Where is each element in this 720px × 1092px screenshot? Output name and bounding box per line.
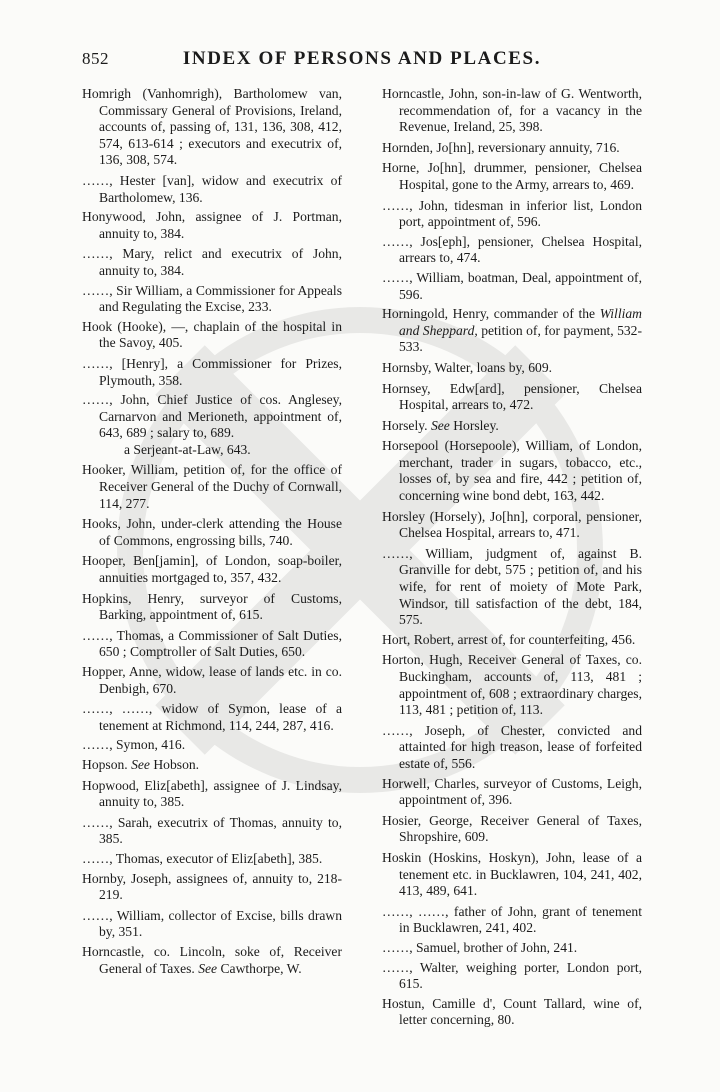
- index-entry: Horsepool (Horsepoole), William, of London, merchant, trader in sugars, tobacco, etc., losses of, by sea and fire, 442 ; petition of, concerning wine bond debt, 163, 442.: [382, 438, 642, 504]
- index-subentry: ……, Joseph, of Chester, convicted and attainted for high treason, lease of forfeited estate of, 556.: [382, 722, 642, 771]
- index-subentry: ……, Thomas, a Commissioner of Salt Duties, 650 ; Comptroller of Salt Duties, 650.: [82, 627, 342, 660]
- index-entry: Hostun, Camille d', Count Tallard, wine of, letter concerning, 80.: [382, 995, 642, 1028]
- page-header: [82, 44, 642, 76]
- index-entry: Hornsby, Walter, loans by, 609.: [382, 359, 553, 375]
- index-entry: Hooks, John, under-clerk attending the House of Commons, engrossing bills, 740.: [82, 516, 342, 548]
- index-subentry: ……, John, Chief Justice of cos. Anglesey, Carnarvon and Merioneth, appointment of, 643, 689 ; salary to, 689.: [82, 392, 342, 441]
- index-subentry: ……, Hester [van], widow and executrix of Bartholomew, 136.: [82, 172, 342, 205]
- index-entry: Horsley (Horsely), Jo[hn], corporal, pensioner, Chelsea Hospital, arrears to, 471.: [382, 508, 642, 541]
- index-entry: Horwell, Charles, surveyor of Customs, Leigh, appointment of, 396.: [382, 775, 642, 808]
- index-subentry: ……, John, tidesman in inferior list, London port, appointment of, 596.: [382, 197, 642, 230]
- index-subentry: ……, [Henry], a Commissioner for Prizes, Plymouth, 358.: [82, 355, 342, 388]
- index-entry: Homrigh (Vanhomrigh), Bartholomew van, Commissary General of Provisions, Ireland, accounts of, passing of, 131, 136, 308, 412, 574, 613-614 ; executors and executrix of, 136, 308, 574.: [82, 86, 342, 168]
- index-entry: Horningold, Henry, commander of the William and Sheppard, petition of, for payment, 532-533.: [382, 306, 643, 355]
- index-entry: Horton, Hugh, Receiver General of Taxes, co. Buckingham, accounts of, 113, 481 ; appointment of, 608 ; extraordinary charges, 113, 481 ; petition of, 113.: [382, 652, 642, 718]
- index-subentry: ……, ……, widow of Symon, lease of a tenement at Richmond, 114, 244, 287, 416.: [82, 701, 342, 733]
- index-subentry: ……, William, judgment of, against B. Granville for debt, 575 ; petition of, and his wife, for rent of moiety of Mote Park, Windsor, till satisfaction of the debt, 184, 575.: [382, 545, 642, 628]
- index-continuation: a Serjeant-at-Law, 643.: [124, 441, 251, 457]
- index-entry: Hooker, William, petition of, for the office of Receiver General of the Duchy of Cornwall, 114, 277.: [82, 462, 342, 511]
- index-cross-reference: Hopson. See Hobson.: [82, 756, 200, 772]
- index-entry: Hosier, George, Receiver General of Taxes, Shropshire, 609.: [382, 812, 642, 845]
- index-entry: Hopwood, Eliz[abeth], assignee of J. Lindsay, annuity to, 385.: [82, 777, 342, 810]
- index-entry: Horncastle, John, son-in-law of G. Wentworth, recommendation of, for a vacancy in the Revenue, Ireland, 25, 398.: [382, 86, 642, 135]
- index-entry: Hopper, Anne, widow, lease of lands etc. in co. Denbigh, 670.: [82, 664, 342, 696]
- index-entry: Hopkins, Henry, surveyor of Customs, Barking, appointment of, 615.: [82, 590, 342, 623]
- index-entry: Hornden, Jo[hn], reversionary annuity, 716.: [382, 139, 620, 155]
- index-subentry: ……, Mary, relict and executrix of John, annuity to, 384.: [82, 246, 342, 278]
- index-entry: Honywood, John, assignee of J. Portman, annuity to, 384.: [82, 209, 342, 241]
- index-column-left: [82, 86, 342, 981]
- index-entry: Hornby, Joseph, assignees of, annuity to, 218-219.: [82, 870, 342, 903]
- index-subentry: ……, ……, father of John, grant of tenement in Bucklawren, 241, 402.: [382, 903, 642, 936]
- index-subentry: ……, William, collector of Excise, bills drawn by, 351.: [82, 907, 342, 940]
- index-entry: Hooper, Ben[jamin], of London, soap-boiler, annuities mortgaged to, 357, 432.: [82, 553, 342, 586]
- index-subentry: ……, William, boatman, Deal, appointment of, 596.: [382, 269, 642, 302]
- index-entry: Hornsey, Edw[ard], pensioner, Chelsea Hospital, arrears to, 472.: [382, 380, 642, 413]
- index-subentry: ……, Sir William, a Commissioner for Appeals and Regulating the Excise, 233.: [82, 282, 342, 315]
- page-number: 852: [82, 49, 109, 68]
- index-entry: Hoskin (Hoskins, Hoskyn), John, lease of a tenement etc. in Bucklawren, 104, 241, 402, 413, 489, 641.: [382, 849, 642, 899]
- index-column-right: [382, 86, 642, 1033]
- index-entry: Horncastle, co. Lincoln, soke of, Receiver General of Taxes. See Cawthorpe, W.: [82, 943, 342, 976]
- index-entry: Hort, Robert, arrest of, for counterfeiting, 456.: [382, 631, 636, 647]
- index-subentry: ……, Thomas, executor of Eliz[abeth], 385.: [82, 850, 323, 866]
- index-cross-reference: Horsely. See Horsley.: [382, 417, 499, 433]
- index-subentry: ……, Sarah, executrix of Thomas, annuity to, 385.: [82, 814, 342, 847]
- index-entry: Horne, Jo[hn], drummer, pensioner, Chelsea Hospital, gone to the Army, arrears to, 469.: [382, 160, 642, 192]
- index-subentry: ……, Symon, 416.: [82, 737, 186, 753]
- index-entry: Hook (Hooke), —, chaplain of the hospital in the Savoy, 405.: [82, 318, 342, 351]
- index-subentry: ……, Samuel, brother of John, 241.: [382, 939, 578, 955]
- running-title: INDEX OF PERSONS AND PLACES.: [182, 48, 542, 69]
- index-subentry: ……, Walter, weighing porter, London port, 615.: [382, 959, 642, 992]
- index-subentry: ……, Jos[eph], pensioner, Chelsea Hospital, arrears to, 474.: [382, 233, 642, 266]
